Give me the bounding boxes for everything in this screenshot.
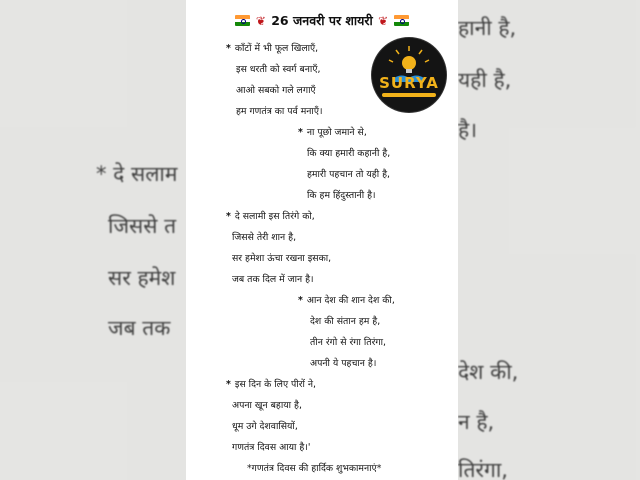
poem-line: कि हम हिंदुस्तानी है। (307, 190, 376, 201)
poem-line: * आन देश की शान देश की, (298, 295, 395, 306)
poem-line: हम गणतंत्र का पर्व मनाएँ। (236, 106, 323, 117)
poem-line: हमारी पहचान तो यही है, (307, 169, 390, 180)
logo-underline (382, 93, 436, 97)
bg-text: देश की, (458, 360, 519, 384)
poem-line: अपना खून बहाया है, (232, 400, 302, 411)
india-flag-icon (235, 15, 250, 26)
bg-text: जब तक (108, 316, 171, 340)
poem-line: गणतंत्र दिवस आया है।' (232, 442, 311, 453)
bg-text: है। (458, 118, 478, 142)
poem-line: आओ सबको गले लगाएँ (236, 85, 316, 96)
poem-line: * काँटों में भी फूल खिलाएँ, (226, 43, 319, 54)
poem-line: तीन रंगो से रंगा तिरंगा, (310, 337, 386, 348)
bg-text: * दे सलाम (96, 162, 178, 186)
bg-text: न है, (458, 410, 495, 434)
background-right (458, 0, 640, 480)
bg-text: तिरंगा, (458, 458, 508, 480)
poem-line: कि क्या हमारी कहानी है, (307, 148, 391, 159)
poem-line: * ना पूछो जमाने से, (298, 127, 367, 138)
rose-icon: ❦ (255, 14, 266, 28)
poem-line: इस धरती को स्वर्ग बनाएँ, (236, 64, 321, 75)
bg-text: जिससे त (108, 214, 177, 238)
poem-line: अपनी ये पहचान है। (310, 358, 377, 369)
bg-text: हानी है, (458, 16, 517, 40)
poem-line: धूम उगे देशवासियों, (232, 421, 298, 432)
background-left (0, 0, 186, 480)
rose-icon: ❦ (378, 14, 389, 28)
bg-text: यही है, (458, 68, 512, 92)
logo-text: SURYA (379, 74, 439, 92)
surya-logo (372, 38, 446, 112)
poem-line: * दे सलामी इस तिरंगे को, (226, 211, 315, 222)
title-row (186, 12, 458, 29)
poem-line: जब तक दिल में जान है। (232, 274, 314, 285)
page-title: 26 जनवरी पर शायरी (271, 13, 373, 28)
closing-line: *गणतंत्र दिवस की हार्दिक शुभकामनाएं* (247, 463, 382, 474)
poem-line: जिससे तेरी शान है, (232, 232, 297, 243)
poem-line: सर हमेशा ऊंचा रखना इसका, (232, 253, 332, 264)
bg-text: सर हमेश (108, 266, 176, 290)
poem-line: * इस दिन के लिए पीरों ने, (226, 379, 317, 390)
poem-line: देश की संतान हम है, (310, 316, 381, 327)
india-flag-icon (394, 15, 409, 26)
